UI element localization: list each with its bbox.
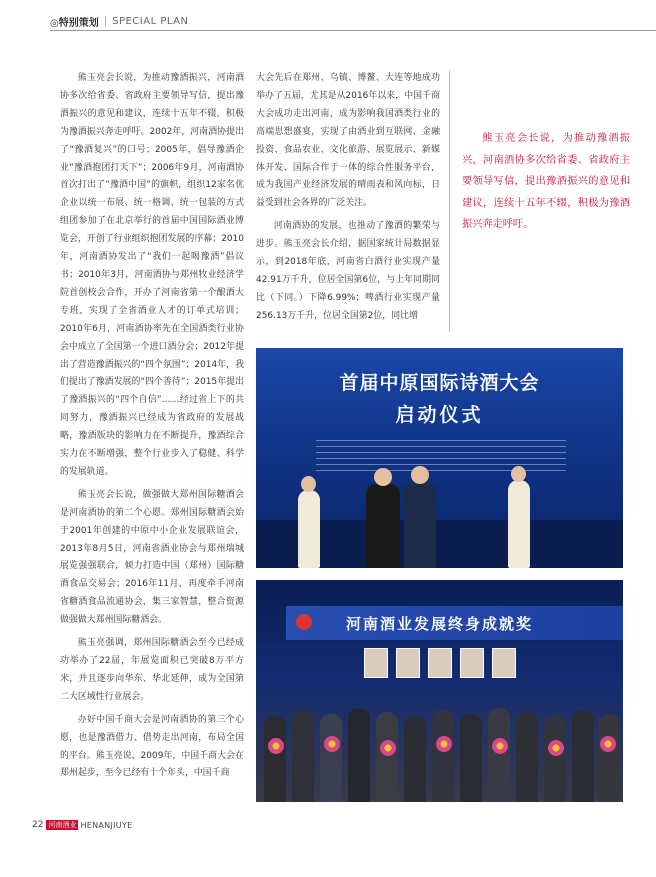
header-rule: [50, 30, 656, 31]
page-number: 22: [32, 820, 44, 830]
speaker-right-head: [411, 466, 429, 484]
page-footer: [32, 820, 132, 830]
paragraph: 办好中国千商大会是河南酒协的第三个心愿，也是豫酒借力、借势走出河南，布局全国的平台。熊玉亮说，2009年，中国千商大会在郑州起步，至今已经有十个年头，中国千商: [60, 714, 244, 779]
page-header: [50, 12, 188, 30]
speaker-left-head: [374, 468, 392, 486]
portrait: [364, 648, 388, 678]
bouquet: [380, 740, 396, 756]
recipient: [376, 712, 398, 802]
recipient: [598, 714, 620, 802]
recipient: [516, 712, 538, 802]
portrait: [396, 648, 420, 678]
paragraph: 河南酒协的发展，也推动了豫酒的繁荣与进步。熊玉亮会长介绍，据国家统计局数据显示，到2018年底，河南省白酒行业实现产量42.91万千升，位居全国第6位，与上年同期同比（下同。）下降6.99%；啤酒行业实现产量256.13万千升，位居全国第2位，同比增: [256, 221, 440, 321]
paragraph: 熊玉亮会长说，做强做大郑州国际糖酒会是河南酒协的第二个心愿。郑州国际糖酒会始于2001年创建的中原中小企业发展联谊会，2013年8月5日，河南省酒业协会与郑州瑞城展览强强联合，倾力打造中国（郑州）国际糖酒食品交易会；2016年11月，再度牵手河南省糖酒食品流通协会，集三家智慧，整合资源做强做大郑州国际糖酒会。: [60, 489, 244, 626]
recipient: [488, 708, 510, 802]
recipient: [320, 714, 342, 802]
paragraph: 大会先后在郑州、乌镇、博鳌、大连等地成功举办了五届，尤其是从2016年以来，中国千商大会成功走出河南，成为影响我国酒类行业的高端思想盛宴，实现了由酒业到互联网、金融投资、食品农业、文化旅游、展览展示、新媒体开发、国际合作于一体的综合性服务平台，成为我国产业经济发展的晴雨表和风向标，日益受到社会各界的广泛关注。: [256, 73, 440, 209]
hostess-left: [298, 490, 320, 568]
recipient: [264, 716, 286, 802]
recipient: [572, 710, 594, 802]
header-divider: |: [103, 15, 108, 27]
photo-banner-title: 首届中原国际诗酒大会: [339, 372, 540, 394]
portrait: [492, 648, 516, 678]
recipient: [544, 716, 566, 802]
award-recipients-group: [256, 692, 623, 802]
recipient: [348, 708, 370, 802]
recipient: [432, 710, 454, 802]
magazine-name: 河南酒业: [48, 821, 77, 829]
portrait: [460, 648, 484, 678]
portrait: [428, 648, 452, 678]
bouquet: [268, 738, 284, 754]
award-banner-title: 河南酒业发展终身成就奖: [345, 615, 533, 633]
section-label: ◎特别策划: [50, 17, 99, 29]
speaker-left: [366, 484, 400, 568]
bouquet: [600, 736, 616, 752]
hostess-left-head: [301, 476, 316, 492]
bouquet: [492, 738, 508, 754]
photo-banner-subtitle: 启动仪式: [395, 404, 484, 426]
paragraph: 熊玉亮会长说，为推动豫酒振兴，河南酒协多次给省委、省政府主要领导写信，提出豫酒振兴的意见和建议，连续十五年不辍，积极为豫酒振兴奔走呼吁。2002年，河南酒协提出了“豫酒复兴”的口号；2005年，倡导豫酒企业“豫酒抱团打天下”；2006年9月，河南酒协首次打出了“豫酒中国”的旗帜，组织12家名优企业以统一布展、统一格调、统一包装的方式组团参加了在北京举行的首届中国国际酒业博览会，开创了行业组织抱团发展的序幕；2010年，河南酒协发出了“我们一起喝豫酒”倡议书；2010年3月，河南酒协与郑州牧业经济学院首创校会合作，开办了河南省第一个酿酒大专班，实现了全省酒业人才的订单式培训；2010年6月，河南酒协率先在全国酒类行业协会中成立了全国第一个进口酒分会；2012年提出了营造豫酒振兴的“四个氛围”；2014年，我们提出了豫酒发展的“四个善待”；2015年提出了豫酒振兴的“四个自信”……经过省上下的共同努力，豫酒振兴已经成为省政府的发展战略，豫酒版块的影响力在不断提升，豫酒综合实力在不断增强，整个行业步入了稳健、科学的发展轨道。: [60, 73, 244, 477]
speaker-right: [404, 482, 436, 568]
bouquet: [436, 736, 452, 752]
bouquet: [324, 736, 340, 752]
article-column-1: [60, 70, 244, 788]
section-label-en: SPECIAL PLAN: [112, 15, 189, 27]
magazine-name-en: HENANJIUYE: [80, 820, 133, 830]
pull-quote: 熊玉亮会长说，为推动豫酒振兴，河南酒协多次给省委、省政府主要领导写信，提出豫酒振兴的意见和建议，连续十五年不辍，积极为豫酒振兴奔走呼吁。: [462, 133, 630, 231]
recipient: [404, 716, 426, 802]
recipient: [460, 714, 482, 802]
hostess-right-head: [511, 466, 526, 482]
bouquet: [548, 740, 564, 756]
hostess-right: [508, 480, 530, 568]
paragraph: 熊玉亮强调，郑州国际糖酒会至今已经成功举办了22届，年展览面积已突破8万平方米，并且逐步向华东、华北延伸，成为全国第二大区域性行业展会。: [60, 638, 244, 702]
photo-launch-ceremony: [256, 348, 623, 568]
banner-organizer-text: [316, 440, 566, 476]
photo-award-ceremony: [256, 580, 623, 802]
recipient: [292, 710, 314, 802]
column-divider: [449, 70, 450, 332]
article-column-2: [256, 70, 440, 331]
